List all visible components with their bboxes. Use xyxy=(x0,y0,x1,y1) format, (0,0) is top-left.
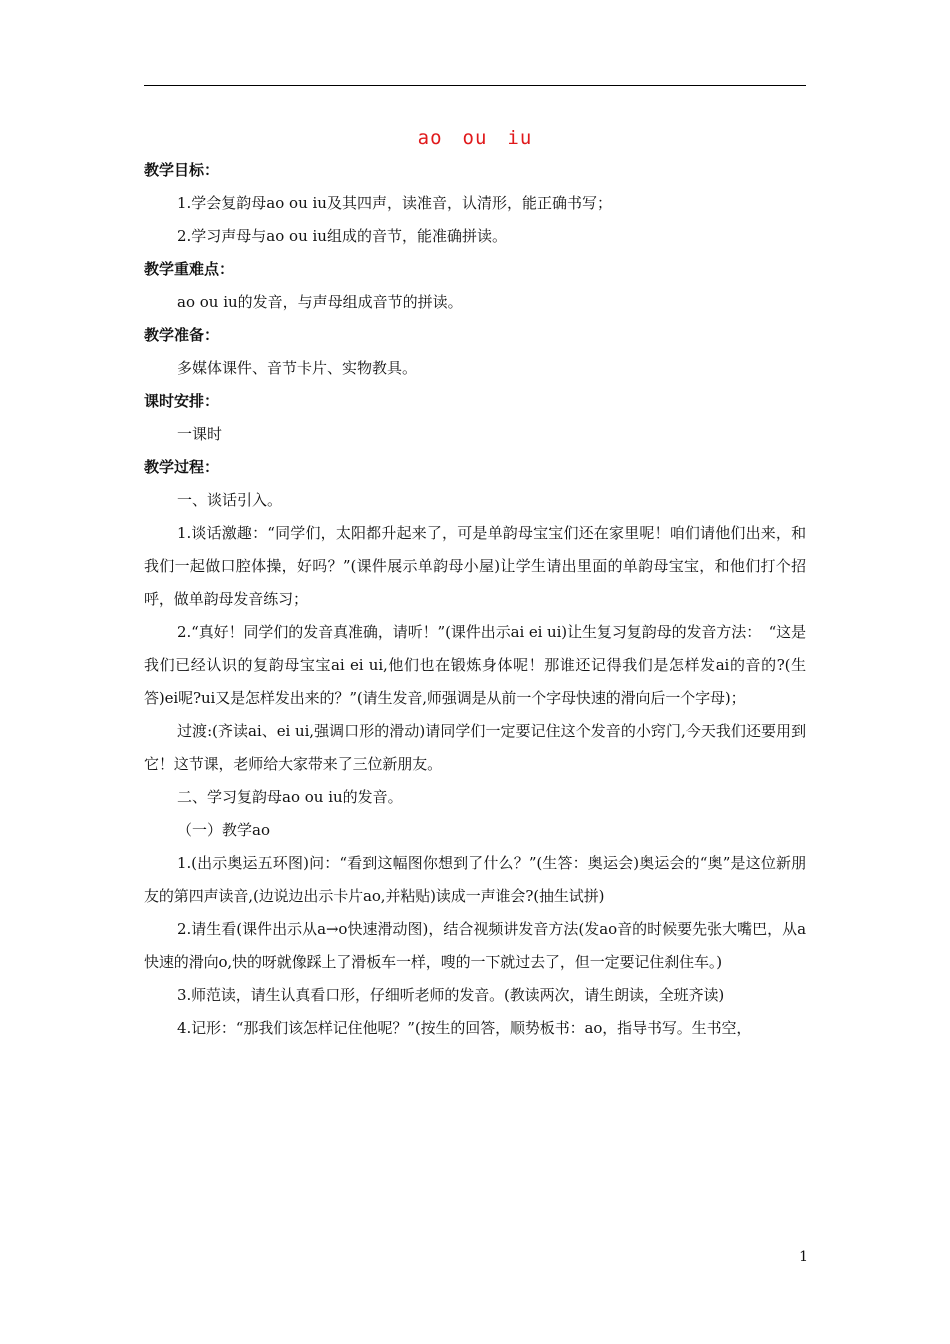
paragraph: 过渡:(齐读ai、ei ui,强调口形的滑动)请同学们一定要记住这个发音的小窍门,今天我们还要用到它！这节课，老师给大家带来了三位新朋友。 xyxy=(144,722,806,773)
paragraph: 多媒体课件、音节卡片、实物教具。 xyxy=(177,359,418,377)
paragraph: 2.“真好！同学们的发音真准确，请听！”(课件出示ai ei ui)让生复习复韵母的发音方法： “这是我们已经认识的复韵母宝宝ai ei ui,他们也在锻炼身体呢！那谁还记得我们是怎样发ai的音的?(生答)ei呢?ui又是怎样发出来的？”(请生发音,师强调是从前一个字母快速的滑向后一个字母)； xyxy=(144,623,806,707)
page-number: 1 xyxy=(799,1249,808,1265)
document-title: ao ou iu xyxy=(417,127,533,149)
header-rule xyxy=(144,85,806,86)
paragraph: 4.记形：“那我们该怎样记住他呢？”(按生的回答，顺势板书：ao，指导书写。生书空， xyxy=(177,1019,752,1037)
paragraph: ao ou iu的发音，与声母组成音节的拼读。 xyxy=(177,293,463,311)
paragraph: 二、学习复韵母ao ou iu的发音。 xyxy=(177,788,403,806)
section-heading-key-points: 教学重难点： xyxy=(144,260,235,278)
paragraph: 1.学会复韵母ao ou iu及其四声，读准音，认清形，能正确书写； xyxy=(177,194,612,212)
section-heading-schedule: 课时安排： xyxy=(144,392,220,410)
document-body xyxy=(144,122,806,1045)
paragraph: （一）教学ao xyxy=(177,821,270,839)
paragraph: 2.学习声母与ao ou iu组成的音节，能准确拼读。 xyxy=(177,227,507,245)
paragraph: 2.请生看(课件出示从a→o快速滑动图)，结合视频讲发音方法(发ao音的时候要先张大嘴巴，从a快速的滑向o,快的呀就像踩上了滑板车一样，嗖的一下就过去了，但一定要记住刹住车。) xyxy=(144,920,806,971)
paragraph: 1.(出示奥运五环图)问：“看到这幅图你想到了什么？”(生答：奥运会)奥运会的“奥”是这位新朋友的第四声读音,(边说边出示卡片ao,并粘贴)读成一声谁会?(抽生试拼) xyxy=(144,854,806,905)
paragraph: 一、谈话引入。 xyxy=(177,491,283,509)
section-heading-process: 教学过程： xyxy=(144,458,220,476)
section-heading-preparation: 教学准备： xyxy=(144,326,220,344)
section-heading-objectives: 教学目标： xyxy=(144,161,220,179)
paragraph: 3.师范读，请生认真看口形，仔细听老师的发音。(教读两次，请生朗读，全班齐读) xyxy=(177,986,725,1004)
paragraph: 一课时 xyxy=(177,425,223,443)
paragraph: 1.谈话激趣：“同学们，太阳都升起来了，可是单韵母宝宝们还在家里呢！咱们请他们出来，和我们一起做口腔体操，好吗？”(课件展示单韵母小屋)让学生请出里面的单韵母宝宝，和他们打个招呼，做单韵母发音练习； xyxy=(144,524,806,608)
